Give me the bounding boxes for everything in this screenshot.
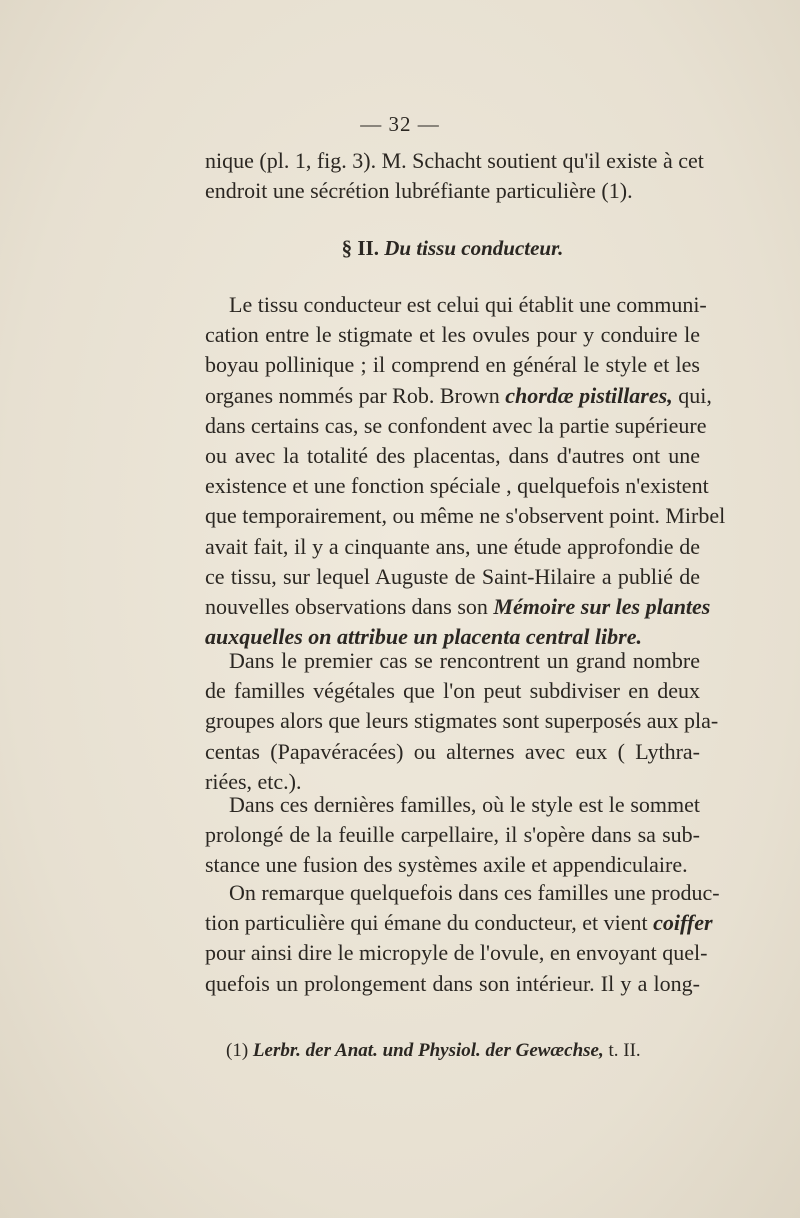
- text-line: pour ainsi dire le micropyle de l'ovule, en envoyant quel-: [205, 940, 708, 966]
- text-line: groupes alors que leurs stigmates sont superposés aux pla-: [205, 708, 719, 734]
- text-line: Dans le premier cas se rencontrent un grand nombre: [229, 648, 700, 673]
- paragraph-dernieres-familles: [205, 790, 700, 881]
- text-segment: tion particulière qui émane du conducteur, et vient: [205, 910, 654, 936]
- text-line: existence et une fonction spéciale , quelquefois n'existent: [205, 473, 709, 499]
- text-segment: organes nommés par Rob. Brown: [205, 382, 506, 408]
- text-segment: qui,: [672, 382, 712, 408]
- page-number: — 32 —: [360, 112, 440, 136]
- text-line: ou avec la totalité des placentas, dans d'autres ont une: [205, 443, 700, 469]
- footnote-reference: Lerbr. der Anat. und Physiol. der Gewæchse,: [252, 1040, 604, 1061]
- text-line: nique (pl. 1, fig. 3). M. Schacht soutient qu'il existe à cet: [205, 148, 704, 173]
- text-line: avait fait, il y a cinquante ans, une étude approfondie de: [205, 533, 700, 559]
- memoire-title-end: auxquelles on attribue un placenta central libre.: [205, 624, 642, 650]
- text-line: que temporairement, ou même ne s'observent point. Mirbel: [205, 503, 726, 529]
- intro-paragraph: [205, 146, 704, 206]
- paragraph-premier-cas: [205, 646, 719, 797]
- text-line: cation entre le stigmate et les ovules pour y conduire le: [205, 322, 700, 348]
- text-line: centas (Papavéracées) ou alternes avec eux ( Lythra-: [205, 738, 700, 764]
- text-line: dans certains cas, se confondent avec la partie supérieure: [205, 412, 707, 438]
- text-line: boyau pollinique ; il comprend en général le style et les: [205, 352, 700, 378]
- text-line: Le tissu conducteur est celui qui établit une communi-: [229, 292, 707, 317]
- section-number: § II.: [341, 236, 379, 260]
- text-line: prolongé de la feuille carpellaire, il s'opère dans sa sub-: [205, 822, 700, 848]
- text-line: ce tissu, sur lequel Auguste de Saint-Hilaire a publié de: [205, 563, 700, 589]
- text-line: de familles végétales que l'on peut subdiviser en deux: [205, 678, 700, 704]
- footnote-marker: (1): [226, 1040, 249, 1061]
- footnote: [226, 1040, 696, 1062]
- emphasis-coiffer: coiffer: [653, 910, 713, 936]
- text-line: quefois un prolongement dans son intérieur. Il y a long-: [205, 970, 700, 996]
- text-segment: nouvelles observations dans son: [205, 594, 494, 620]
- memoire-title: Mémoire sur les plantes: [493, 594, 711, 620]
- footnote-tail: t. II.: [603, 1040, 641, 1061]
- text-line-mixed: [205, 592, 711, 622]
- text-line: endroit une sécrétion lubréfiante particulière (1).: [205, 178, 633, 204]
- text-line: On remarque quelquefois dans ces familles une produc-: [229, 880, 720, 905]
- text-line-mixed: [205, 381, 712, 411]
- text-line: riées, etc.).: [205, 768, 302, 794]
- text-line-mixed: [205, 908, 713, 938]
- paragraph-production: [205, 878, 720, 999]
- text-line: Dans ces dernières familles, où le style est le sommet: [229, 792, 700, 817]
- paragraph-tissu-conducteur: [205, 290, 726, 652]
- section-title: Du tissu conducteur.: [384, 236, 564, 260]
- latin-term: chordæ pistillares,: [505, 382, 673, 408]
- text-line: stance une fusion des systèmes axile et appendiculaire.: [205, 852, 688, 878]
- section-heading: [205, 236, 700, 261]
